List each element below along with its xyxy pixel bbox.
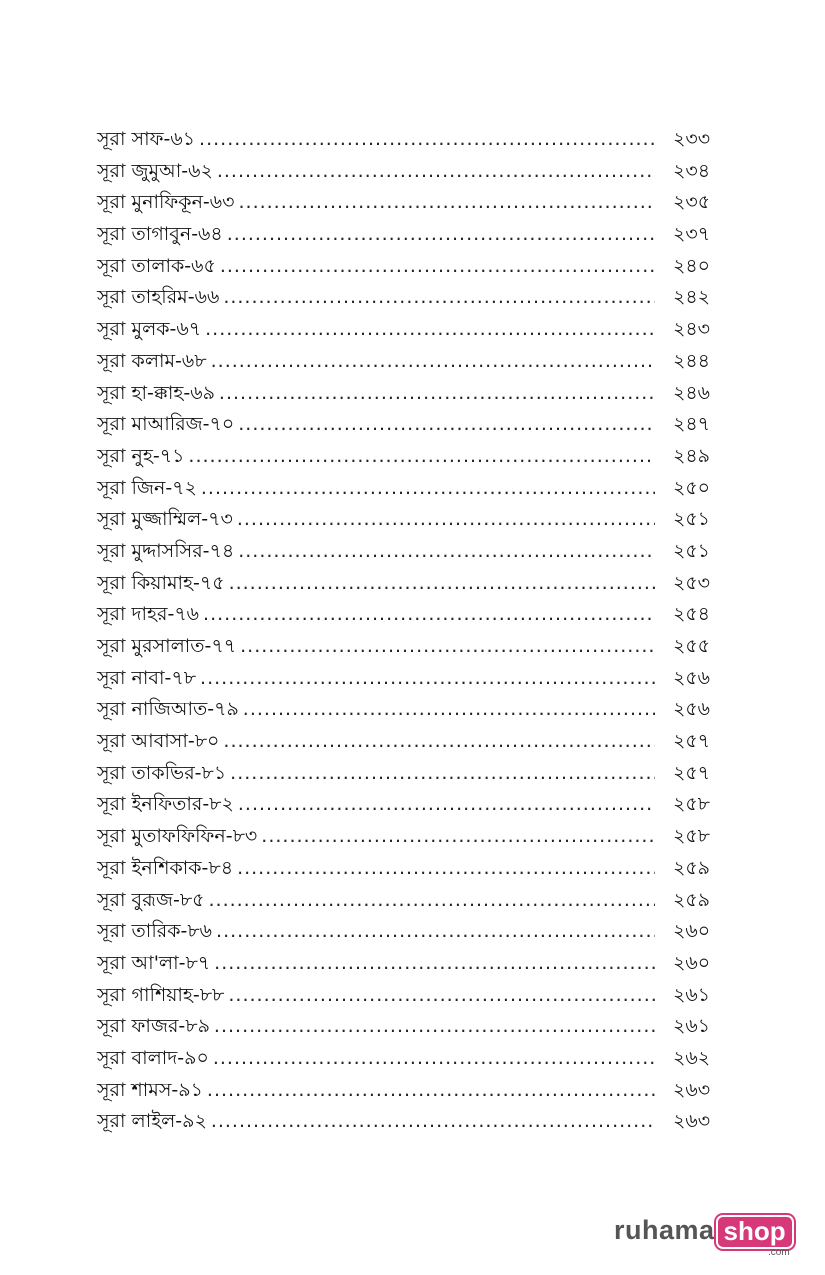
toc-entry-page: ২৫৮: [673, 793, 711, 816]
toc-entry-page: ২৩৩: [673, 128, 711, 150]
toc-entry-title: সূরা ইনফিতার-৮২: [97, 793, 234, 816]
toc-row: [97, 599, 721, 631]
toc-entry-title: সূরা বুরূজ-৮৫: [97, 888, 205, 911]
toc-entry-title: সূরা জিন-৭২: [97, 476, 197, 499]
toc-entry-page: ২৩৭: [673, 223, 711, 246]
toc-entry-title: সূরা সাফ-৬১: [97, 128, 196, 150]
toc-row: [97, 694, 721, 726]
dot-leader: [229, 568, 655, 600]
toc-row: [97, 504, 721, 536]
toc-entry-title: সূরা মুজ্জাম্মিল-৭৩: [97, 508, 233, 531]
toc-entry-title: সূরা দাহর-৭৬: [97, 603, 200, 626]
dot-leader: [220, 251, 655, 283]
toc-entry-page: ২৪৩: [673, 318, 711, 341]
toc-row: [97, 726, 721, 758]
toc-entry-page: ২৪২: [673, 286, 711, 309]
toc-entry-title: সূরা তাকভির-৮১: [97, 761, 227, 784]
toc-row: [97, 536, 721, 568]
dot-leader: [207, 1075, 655, 1107]
toc-row: [97, 473, 721, 505]
dot-leader: [243, 694, 655, 726]
dot-leader: [237, 853, 655, 885]
logo-badge-shop: shop: [716, 1215, 794, 1249]
toc-row: [97, 124, 721, 156]
toc-row: [97, 1106, 721, 1138]
dot-leader: [213, 1043, 655, 1075]
dot-leader: [205, 314, 655, 346]
toc-row: [97, 980, 721, 1012]
toc-row: [97, 885, 721, 917]
toc-entry-title: সূরা মুলক-৬৭: [97, 318, 202, 341]
dot-leader: [238, 536, 655, 568]
toc-row: [97, 1075, 721, 1107]
toc-entry-page: ২৬১: [673, 1015, 711, 1038]
toc-entry-page: ২৫৮: [673, 825, 711, 848]
toc-row: [97, 663, 721, 695]
toc-row: [97, 219, 721, 251]
logo-domain: .com: [767, 1247, 790, 1258]
toc-entry-title: সূরা মাআরিজ-৭০: [97, 413, 235, 436]
toc-entry-title: সূরা তাগাবুন-৬৪: [97, 223, 223, 246]
toc-row: [97, 282, 721, 314]
toc-row: [97, 441, 721, 473]
toc-entry-page: ২৪৯: [673, 444, 711, 467]
toc-entry-page: ২৫১: [673, 539, 711, 562]
toc-entry-title: সূরা তাহরিম-৬৬: [97, 286, 220, 309]
toc-entry-title: সূরা কিয়ামাহ-৭৫: [97, 571, 225, 594]
toc-entry-title: সূরা ফাজর-৮৯: [97, 1015, 210, 1038]
dot-leader: [201, 473, 655, 505]
toc-row: [97, 314, 721, 346]
dot-leader: [214, 1011, 655, 1043]
toc-entry-page: ২৬৩: [673, 1078, 711, 1101]
toc-entry-page: ২৫৬: [673, 698, 711, 721]
toc-entry-title: সূরা নুহ-৭১: [97, 444, 185, 467]
toc-entry-title: সূরা নাজিআত-৭৯: [97, 698, 239, 721]
dot-leader: [230, 758, 655, 790]
toc-entry-page: ২৫৬: [673, 666, 711, 689]
toc-entry-page: ২৬০: [673, 951, 711, 974]
toc-row: [97, 568, 721, 600]
dot-leader: [211, 346, 655, 378]
toc-entry-page: ২৬২: [673, 1046, 711, 1069]
dot-leader: [217, 156, 655, 188]
toc-entry-title: সূরা মুতাফফিফিন-৮৩: [97, 825, 258, 848]
dot-leader: [208, 885, 655, 917]
logo-badge-wrap: [716, 1215, 794, 1258]
toc-entry-title: সূরা তারিক-৮৬: [97, 920, 213, 943]
toc-entry-page: ২৫৩: [673, 571, 711, 594]
toc-row: [97, 948, 721, 980]
toc-entry-page: ২৪০: [673, 254, 711, 277]
toc-row: [97, 187, 721, 219]
toc-entry-page: ২৩৪: [673, 159, 711, 182]
dot-leader: [216, 916, 655, 948]
toc-entry-title: সূরা বালাদ-৯০: [97, 1046, 209, 1069]
toc-entry-title: সূরা নাবা-৭৮: [97, 666, 197, 689]
logo-text-ruhama: ruhama: [614, 1215, 715, 1245]
toc-entry-title: সূরা শামস-৯১: [97, 1078, 203, 1101]
toc-entry-title: সূরা হা-ক্কাহ-৬৯: [97, 381, 215, 404]
toc-entry-page: ২৪৭: [673, 413, 711, 436]
table-of-contents: [97, 124, 721, 1138]
toc-entry-page: ২৪৪: [673, 349, 711, 372]
toc-entry-title: সূরা আ'লা-৮৭: [97, 951, 211, 974]
toc-row: [97, 758, 721, 790]
toc-entry-title: সূরা মুরসালাত-৭৭: [97, 635, 237, 657]
toc-row: [97, 916, 721, 948]
dot-leader: [238, 409, 655, 441]
toc-row: [97, 631, 721, 663]
toc-row: [97, 409, 721, 441]
toc-row: [97, 1043, 721, 1075]
toc-row: [97, 821, 721, 853]
toc-entry-page: ২৫৯: [673, 856, 711, 879]
toc-entry-title: সূরা জুমুআ-৬২: [97, 159, 213, 182]
dot-leader: [214, 948, 655, 980]
toc-entry-page: ২৫৭: [673, 730, 711, 753]
toc-entry-page: ২৬১: [673, 983, 711, 1006]
toc-row: [97, 156, 721, 188]
toc-row: [97, 346, 721, 378]
toc-entry-title: সূরা আবাসা-৮০: [97, 730, 220, 753]
toc-entry-page: ২৫১: [673, 508, 711, 531]
toc-entry-page: ২৫৫: [673, 635, 711, 657]
dot-leader: [211, 1106, 655, 1138]
dot-leader: [261, 821, 655, 853]
toc-entry-page: ২৬০: [673, 920, 711, 943]
toc-entry-page: ২৬৩: [673, 1110, 711, 1133]
toc-entry-title: সূরা মুনাফিকূন-৬৩: [97, 191, 235, 214]
toc-row: [97, 251, 721, 283]
toc-row: [97, 1011, 721, 1043]
toc-entry-page: ২৫৯: [673, 888, 711, 911]
dot-leader: [223, 726, 655, 758]
dot-leader: [240, 631, 655, 663]
toc-entry-title: সূরা গাশিয়াহ-৮৮: [97, 983, 225, 1006]
toc-row: [97, 378, 721, 410]
toc-row: [97, 789, 721, 821]
toc-entry-page: ২৪৬: [673, 381, 711, 404]
toc-entry-title: সূরা মুদ্দাসসির-৭৪: [97, 539, 235, 562]
ruhamashop-logo: [614, 1215, 794, 1257]
toc-entry-title: সূরা তালাক-৬৫: [97, 254, 216, 277]
dot-leader: [228, 980, 655, 1012]
toc-entry-title: সূরা কলাম-৬৮: [97, 349, 207, 372]
dot-leader: [227, 219, 655, 251]
toc-entry-title: সূরা ইনশিকাক-৮৪: [97, 856, 234, 879]
toc-entry-page: ২৫০: [673, 476, 711, 499]
dot-leader: [223, 282, 655, 314]
toc-entry-page: ২৫৪: [673, 603, 711, 626]
dot-leader: [238, 187, 655, 219]
toc-entry-page: ২৫৭: [673, 761, 711, 784]
dot-leader: [238, 789, 655, 821]
dot-leader: [237, 504, 655, 536]
toc-entry-title: সূরা লাইল-৯২: [97, 1110, 207, 1133]
dot-leader: [199, 124, 655, 156]
toc-entry-page: ২৩৫: [673, 191, 711, 214]
dot-leader: [219, 378, 655, 410]
dot-leader: [203, 599, 655, 631]
dot-leader: [188, 441, 655, 473]
dot-leader: [200, 663, 655, 695]
toc-row: [97, 853, 721, 885]
